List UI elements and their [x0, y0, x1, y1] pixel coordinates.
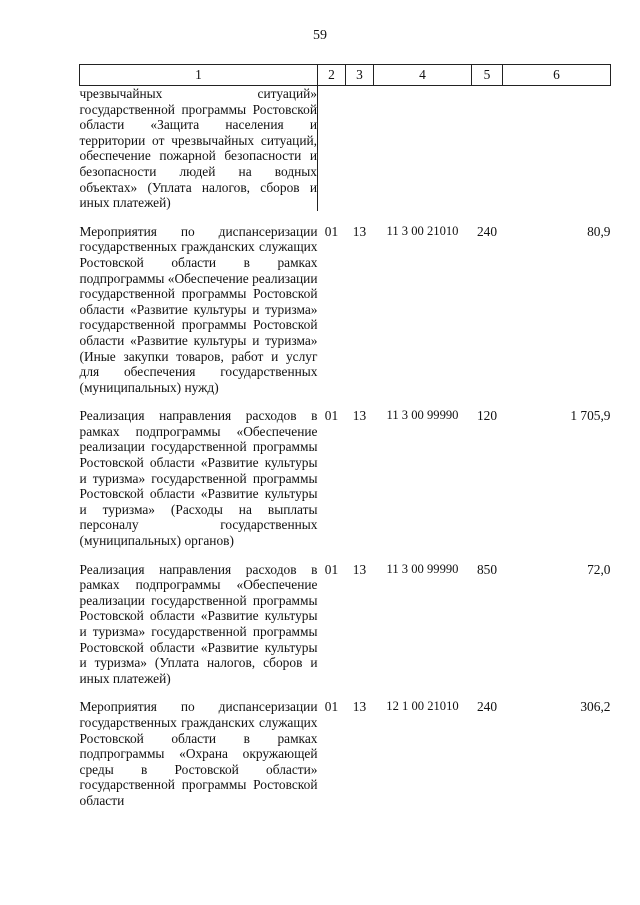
row-target-code: 11 3 00 99990: [386, 408, 459, 423]
row-section: [318, 86, 346, 211]
row-section: 01: [324, 561, 339, 577]
row-subsection: 13: [352, 699, 367, 715]
budget-table: [79, 64, 611, 809]
row-description: Реализация направления расходов в рамках подпрограммы «Обеспечение реализации государственной программы Ростовской области «Развитие культуры и туризма» государственной программы Ростовской области «Развитие культуры и туризма» (Уплата налогов, сборов и иных платежей): [79, 561, 318, 686]
row-target-code: [374, 86, 472, 211]
row-target-code: 11 3 00 21010: [386, 223, 459, 238]
header-row: [80, 65, 611, 86]
row-description: Мероприятия по диспансеризации государственных гражданских служащих Ростовской области в рамках подпрограммы «Обеспечение реализации государственной программы Ростовской области «Развитие культуры и туризма» государственной программы Ростовской области «Развитие культуры и туризма» (Иные закупки товаров, работ и услуг для обеспечения государственных (муниципальных) нужд): [79, 223, 318, 395]
row-expense-type: 850: [476, 561, 498, 577]
row-spacer: [80, 686, 611, 699]
row-target-code: 12 1 00 21010: [386, 699, 459, 714]
table-header: [80, 65, 611, 86]
row-spacer: [80, 211, 611, 224]
row-section: 01: [324, 699, 339, 715]
row-target-code: 11 3 00 99990: [386, 561, 459, 576]
row-amount: 1 705,9: [570, 408, 611, 424]
table-row: [80, 86, 611, 211]
table-row: [80, 408, 611, 548]
column-header-2: 2: [318, 65, 346, 86]
row-amount: 306,2: [580, 699, 611, 715]
row-spacer: [80, 395, 611, 408]
row-subsection: [346, 86, 374, 211]
column-header-1: 1: [80, 65, 318, 86]
row-section: 01: [324, 408, 339, 424]
row-expense-type: 120: [476, 408, 498, 424]
table-body: [80, 86, 611, 809]
row-description: Реализация направления расходов в рамках подпрограммы «Обеспечение реализации государственной программы Ростовской области «Развитие культуры и туризма» государственной программы Ростовской области «Развитие культуры и туризма» (Расходы на выплаты персоналу государственных (муниципальных) органов): [79, 408, 318, 549]
row-subsection: 13: [352, 561, 367, 577]
row-expense-type: 240: [476, 699, 498, 715]
row-section: 01: [324, 223, 339, 239]
column-header-5: 5: [472, 65, 503, 86]
row-expense-type: 240: [476, 223, 498, 239]
column-header-3: 3: [346, 65, 374, 86]
row-description: Мероприятия по диспансеризации государственных гражданских служащих Ростовской области в рамках подпрограммы «Охрана окружающей среды в Ростовской области» государственной программы Ростовской области: [79, 699, 318, 808]
column-header-6: 6: [503, 65, 611, 86]
row-amount: 80,9: [587, 223, 611, 239]
row-subsection: 13: [352, 408, 367, 424]
table-row: [80, 224, 611, 396]
row-amount: 72,0: [587, 561, 611, 577]
row-amount: [503, 86, 611, 211]
page-number: 59: [313, 28, 327, 43]
row-spacer: [80, 549, 611, 562]
row-subsection: 13: [352, 223, 367, 239]
column-header-4: 4: [374, 65, 472, 86]
table-row: [80, 562, 611, 687]
table-row: [80, 699, 611, 808]
row-description: чрезвычайных ситуаций» государственной программы Ростовской области «Защита населения и территории от чрезвычайных ситуаций, обеспечение пожарной безопасности и безопасности людей на водных объектах» (Уплата налогов, сборов и иных платежей): [79, 86, 317, 211]
row-expense-type: [472, 86, 503, 211]
